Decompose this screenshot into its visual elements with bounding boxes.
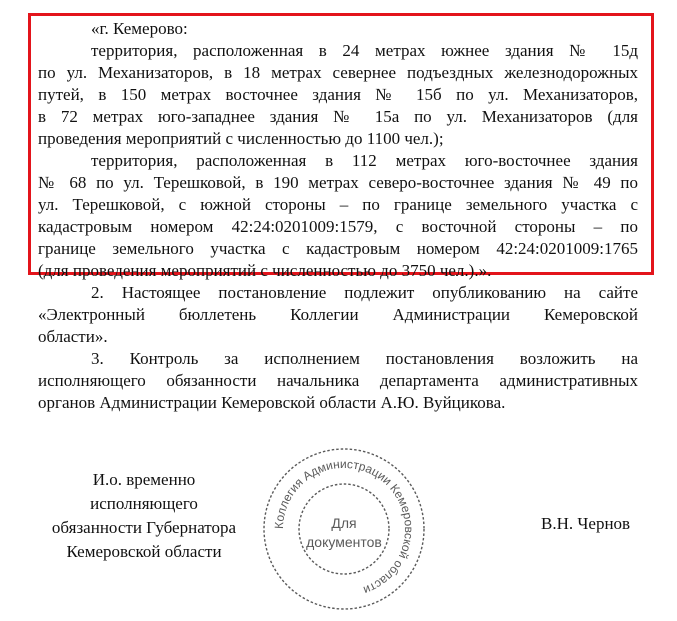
highlighted-line-3: по ул. Механизаторов, в 18 метрах севернее подъездных железнодорожных [38, 63, 638, 82]
paragraph-2-line-2: «Электронный бюллетень Коллегии Администрации Кемеровской [38, 305, 638, 324]
official-stamp [261, 446, 427, 612]
highlighted-line-8: № 68 по ул. Терешковой, в 190 метрах северо-восточнее здания № 49 по [38, 173, 638, 192]
signatory-position-line-3: Кемеровской области [66, 542, 222, 561]
paragraph-2-line-1: 2. Настоящее постановление подлежит опубликованию на сайте [91, 283, 638, 302]
stamp-center-line-1: Для [331, 515, 357, 531]
highlighted-line-9: ул. Терешковой, с южной стороны – по границе земельного участка с [38, 195, 638, 214]
signatory-position-line-2: обязанности Губернатора [51, 518, 237, 537]
highlighted-line-10: кадастровым номером 42:24:0201009:1579, с восточной стороны – по [38, 217, 638, 236]
highlighted-line-6: проведения мероприятий с численностью до 1100 чел.); [38, 129, 444, 148]
highlighted-line-4: путей, в 150 метрах восточнее здания № 15б по ул. Механизаторов, [38, 85, 638, 104]
highlighted-line-1: «г. Кемерово: [91, 19, 188, 38]
signatory-position-line-1: И.о. временно исполняющего [90, 470, 198, 513]
stamp-ring-text: Коллегия Администрации Кемеровской области [271, 456, 417, 598]
signatory-position [38, 468, 250, 564]
stamp-center-line-2: документов [306, 534, 382, 550]
highlighted-line-5: в 72 метрах юго-западнее здания № 15а по ул. Механизаторов (для [38, 107, 638, 126]
highlighted-line-2: территория, расположенная в 24 метрах южнее здания № 15д [91, 41, 638, 60]
signatory-name: В.Н. Чернов [541, 514, 631, 533]
paragraph-2-line-3: области». [38, 327, 108, 346]
paragraph-3-line-3: органов Администрации Кемеровской области А.Ю. Вуйцикова. [38, 393, 506, 412]
highlighted-line-12: (для проведения мероприятий с численностью до 3750 чел.).». [38, 261, 492, 280]
highlighted-line-11: границе земельного участка с кадастровым номером 42:24:0201009:1765 [38, 239, 638, 258]
highlighted-line-7: территория, расположенная в 112 метрах юго-восточнее здания [91, 151, 638, 170]
paragraph-3-line-1: 3. Контроль за исполнением постановления возложить на [91, 349, 638, 368]
paragraph-3-line-2: исполняющего обязанности начальника департамента административных [38, 371, 638, 390]
